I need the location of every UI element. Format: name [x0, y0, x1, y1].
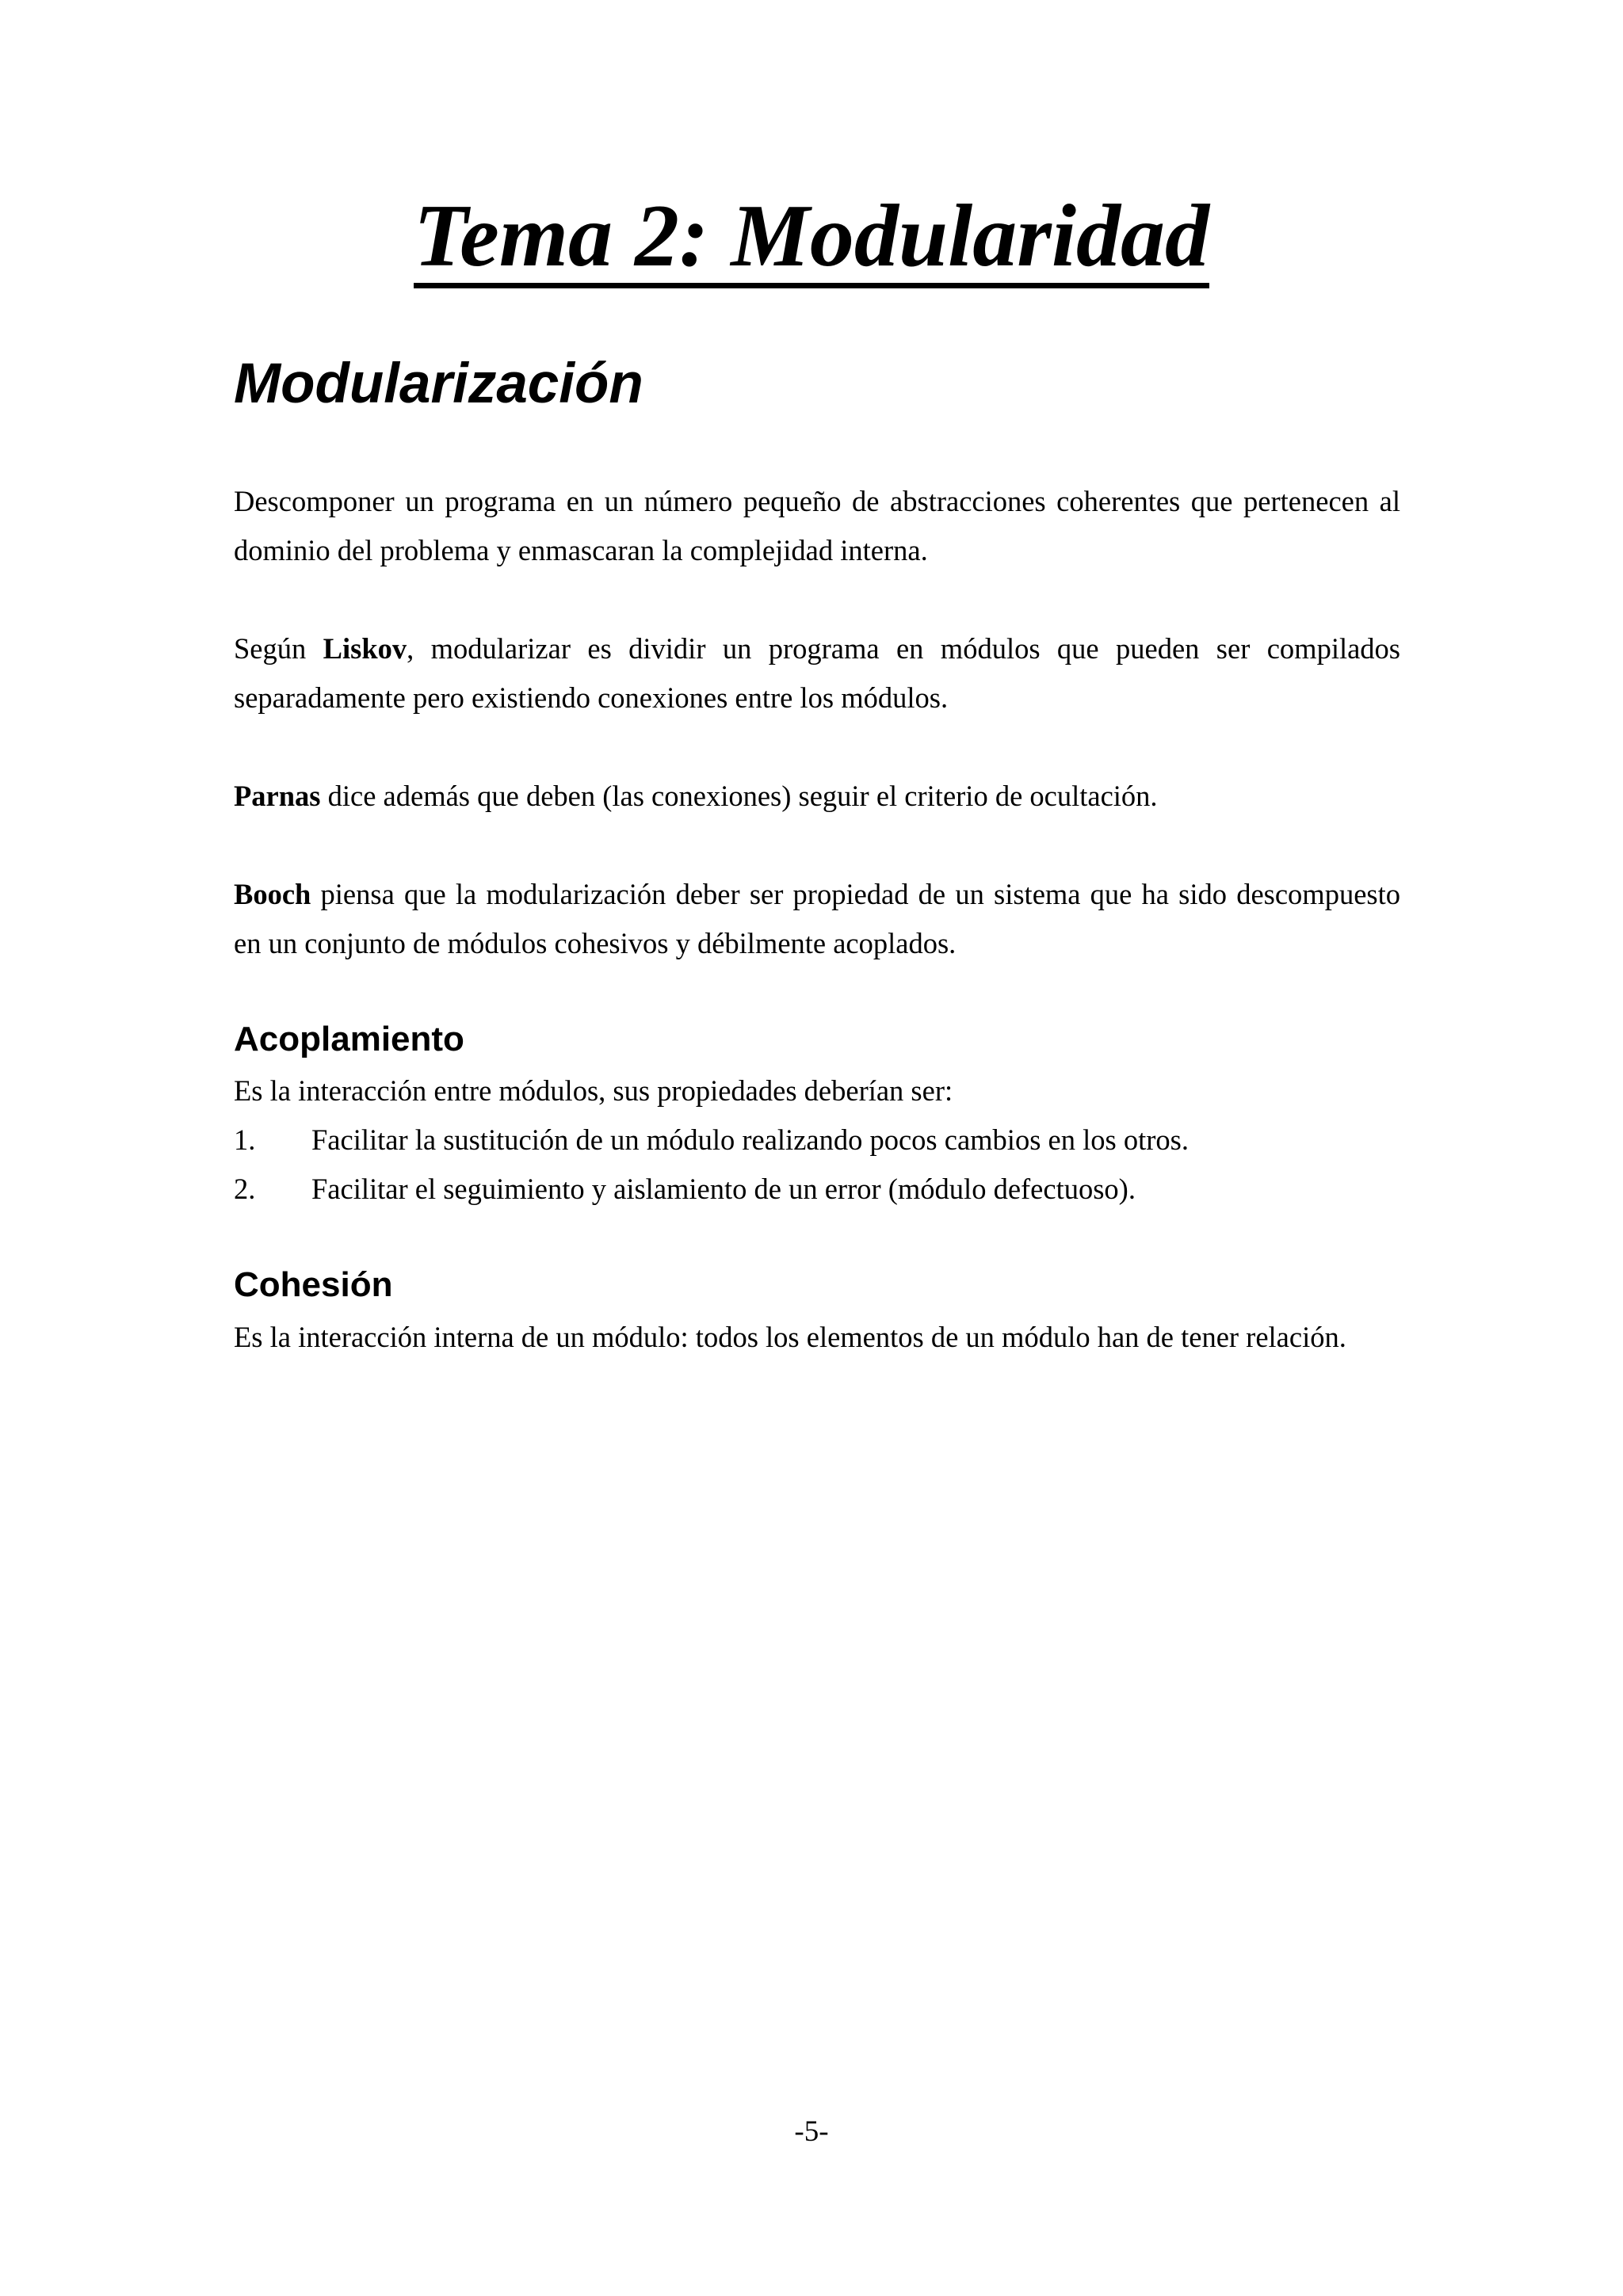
list-item — [234, 1165, 1400, 1214]
paragraph-booch-text: piensa que la modularización deber ser propiedad de un sistema que ha sido descompuesto en un conjunto de módulos cohesivos y débilmente acoplados. — [234, 878, 1400, 959]
paragraph-definition: Descomponer un programa en un número pequeño de abstracciones coherentes que pertenecen al dominio del problema y enmascaran la complejidad interna. — [234, 485, 1400, 566]
author-liskov: Liskov — [323, 632, 407, 665]
paragraph-liskov-prefix: Según — [234, 632, 323, 665]
page-number: -5- — [794, 2115, 829, 2148]
subsection-heading-cohesion: Cohesión — [234, 1265, 393, 1304]
list-item — [234, 1116, 1400, 1165]
list-item-number: 1. — [234, 1123, 256, 1156]
author-booch: Booch — [234, 878, 311, 910]
subsection-heading-acoplamiento: Acoplamiento — [234, 1020, 464, 1058]
list-item-text: Facilitar la sustitución de un módulo realizando pocos cambios en los otros. — [311, 1123, 1189, 1156]
cohesion-text: Es la interacción interna de un módulo: todos los elementos de un módulo han de tener relación. — [234, 1321, 1346, 1353]
section-heading-modularizacion: Modularización — [234, 353, 643, 415]
paragraph-liskov — [234, 624, 1400, 723]
list-item-number: 2. — [234, 1173, 256, 1205]
acoplamiento-intro: Es la interacción entre módulos, sus propiedades deberían ser: — [234, 1074, 953, 1107]
paragraph-parnas-text: dice además que deben (las conexiones) seguir el criterio de ocultación. — [320, 780, 1158, 812]
page-title-text: Tema 2: Modularidad — [414, 189, 1209, 288]
page-title — [0, 184, 1623, 288]
author-parnas: Parnas — [234, 780, 321, 812]
list-item-text: Facilitar el seguimiento y aislamiento de un error (módulo defectuoso). — [311, 1173, 1136, 1205]
paragraph-parnas — [234, 772, 1400, 821]
paragraph-booch — [234, 870, 1400, 968]
paragraph-liskov-text: , modularizar es dividir un programa en módulos que pueden ser compilados separadamente pero existiendo conexiones entre los módulos. — [234, 632, 1401, 714]
